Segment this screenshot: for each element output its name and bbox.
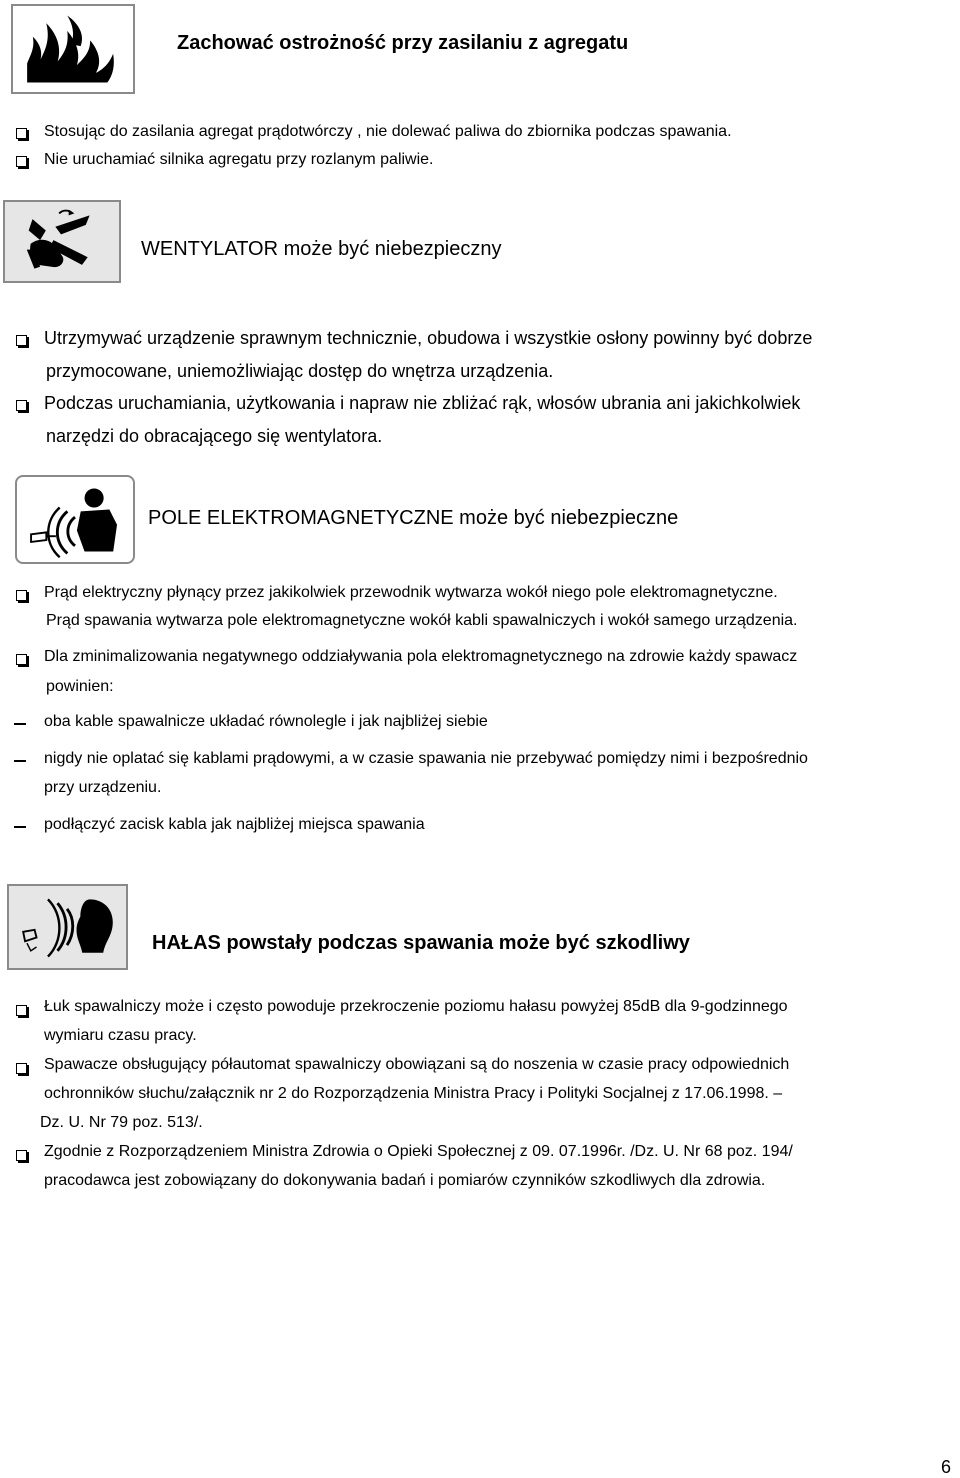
emf-dash-3: podłączyć zacisk kabla jak najbliżej miejsca spawania	[44, 816, 425, 833]
fan-hand-icon	[5, 202, 119, 281]
noise-item-2-line-3: Dz. U. Nr 79 poz. 513/.	[40, 1114, 203, 1131]
dash-icon	[14, 760, 26, 762]
noise-ear-icon	[9, 886, 126, 968]
fan-item-2-line-1: Podczas uruchamiania, użytkowania i napraw nie zbliżać rąk, włosów ubrania ani jakichkolwiek	[44, 393, 801, 413]
fuel-item-2: Nie uruchamiać silnika agregatu przy rozlanym paliwie.	[44, 151, 434, 168]
emf-item-1-line-2: Prąd spawania wytwarza pole elektromagnetyczne wokół kabli spawalniczych i wokół samego urządzenia.	[46, 612, 798, 629]
noise-item-3-line-1: Zgodnie z Rozporządzeniem Ministra Zdrowia o Opieki Społecznej z 09. 07.1996r. /Dz. U. Nr 68 poz. 194/	[44, 1143, 793, 1160]
fuel-item-1: Stosując do zasilania agregat prądotwórczy , nie dolewać paliwa do zbiornika podczas spawania.	[44, 123, 732, 140]
fan-heading: WENTYLATOR może być niebezpieczny	[141, 238, 502, 260]
electromagnetic-field-icon	[17, 477, 133, 562]
checkbox-icon	[16, 400, 27, 411]
emf-heading: POLE ELEKTROMAGNETYCZNE może być niebezpieczne	[148, 507, 679, 529]
fire-icon	[13, 6, 133, 92]
noise-item-1-line-1: Łuk spawalniczy może i często powoduje przekroczenie poziomu hałasu powyżej 85dB dla 9-godzinnego	[44, 998, 788, 1015]
fuel-heading: Zachować ostrożność przy zasilaniu z agregatu	[177, 32, 629, 54]
emf-icon-box	[15, 475, 135, 564]
emf-dash-1: oba kable spawalnicze układać równolegle i jak najbliżej siebie	[44, 713, 488, 730]
dash-icon	[14, 826, 26, 828]
noise-item-2-line-1: Spawacze obsługujący półautomat spawalniczy obowiązani są do noszenia w czasie pracy odpowiednich	[44, 1056, 790, 1073]
fan-item-1-line-2: przymocowane, uniemożliwiając dostęp do wnętrza urządzenia.	[46, 361, 554, 381]
noise-item-1-line-2: wymiaru czasu pracy.	[44, 1027, 197, 1044]
checkbox-icon	[16, 156, 27, 167]
fan-icon-box	[3, 200, 121, 283]
checkbox-icon	[16, 1005, 27, 1016]
emf-dash-2-line-1: nigdy nie oplatać się kablami prądowymi, a w czasie spawania nie przebywać pomiędzy nimi i bezpośrednio	[44, 750, 808, 767]
checkbox-icon	[16, 590, 27, 601]
page-number: 6	[941, 1457, 952, 1477]
fire-icon-box	[11, 4, 135, 94]
noise-heading: HAŁAS powstały podczas spawania może być szkodliwy	[152, 932, 690, 954]
emf-dash-2-line-2: przy urządzeniu.	[44, 779, 162, 796]
noise-item-3-line-2: pracodawca jest zobowiązany do dokonywania badań i pomiarów czynników szkodliwych dla zdrowia.	[44, 1172, 766, 1189]
fan-item-1-line-1: Utrzymywać urządzenie sprawnym technicznie, obudowa i wszystkie osłony powinny być dobrze	[44, 328, 813, 348]
dash-icon	[14, 723, 26, 725]
noise-icon-box	[7, 884, 128, 970]
checkbox-icon	[16, 128, 27, 139]
checkbox-icon	[16, 335, 27, 346]
emf-item-2-line-2: powinien:	[46, 678, 114, 695]
emf-item-2-line-1: Dla zminimalizowania negatywnego oddziaływania pola elektromagnetycznego na zdrowie każdy spawacz	[44, 648, 798, 665]
checkbox-icon	[16, 1150, 27, 1161]
noise-item-2-line-2: ochronników słuchu/załącznik nr 2 do Rozporządzenia Ministra Pracy i Polityki Socjalnej z 17.06.1998. –	[44, 1085, 783, 1102]
fan-item-2-line-2: narzędzi do obracającego się wentylatora.	[46, 426, 383, 446]
emf-item-1-line-1: Prąd elektryczny płynący przez jakikolwiek przewodnik wytwarza wokół niego pole elektromagnetyczne.	[44, 584, 778, 601]
checkbox-icon	[16, 1063, 27, 1074]
checkbox-icon	[16, 654, 27, 665]
